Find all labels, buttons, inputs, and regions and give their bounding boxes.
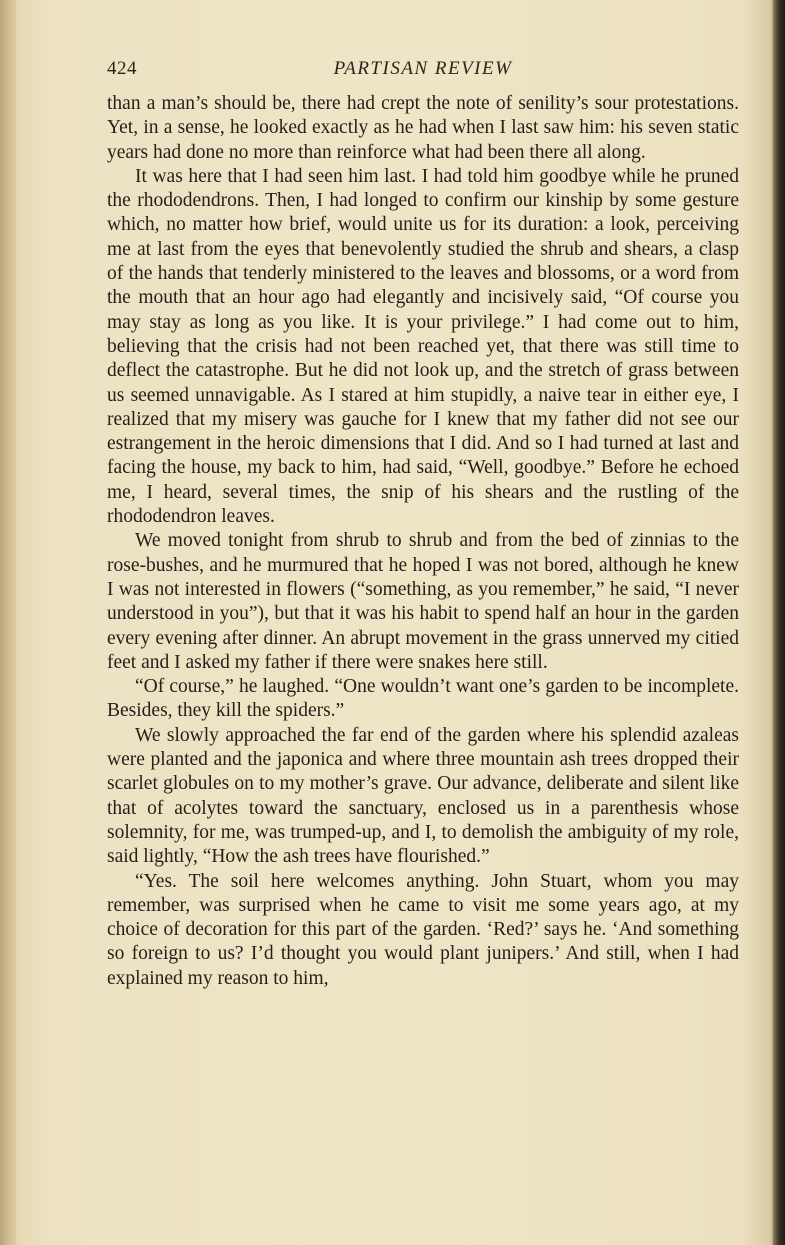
- paragraph-snakes: “Of course,” he laughed. “One wouldn’t want one’s garden to be incomplete. Besides, they kill the spiders.”: [107, 676, 739, 722]
- page-gutter: [0, 0, 16, 1245]
- paragraph-garden-walk: We moved tonight from shrub to shrub and from the bed of zinnias to the rose-bushes, and he murmured that he hoped I was not bored, although he knew I was not interested in flowers (“something, as you remember,” he said, “I never understood in you”), but that it was his habit to spend half an hour in the garden every evening after dinner. An abrupt movement in the grass unnerved my citied feet and I asked my father if there were snakes here still.: [107, 530, 739, 673]
- page-edge-shadow: [773, 0, 785, 1245]
- running-title: PARTISAN REVIEW: [333, 58, 513, 79]
- paragraph-ash-trees: We slowly approached the far end of the garden where his splendid azaleas were planted and the japonica and where three mountain ash trees dropped their scarlet globules on to my mother’s grave. Our advance, deliberate and silent like that of acolytes toward the sanctuary, enclosed us in a parenthesis whose solemnity, for me, was trumped-up, and I, to demolish the ambiguity of my role, said lightly, “How the ash trees have flourished.”: [107, 724, 739, 868]
- paragraph-continuation: than a man’s should be, there had crept the note of senility’s sour protestations. Yet, in a sense, he looked exactly as he had when I last saw him: his seven static years had done no more than reinforce what had been there all along.: [107, 93, 739, 163]
- paragraph-rhododendrons: It was here that I had seen him last. I had told him goodbye while he pruned the rhododendrons. Then, I had longed to confirm our kinship by some gesture which, no matter how brief, would unite us for its duration: a look, perceiving me at last from the eyes that benevolently studied the shrub and shears, a clasp of the hands that tenderly ministered to the leaves and blossoms, or a word from the mouth that an hour ago had elegantly and incisively said, “Of course you may stay as long as you like. It is your privilege.” I had come out to him, believing that the crisis had not been reached yet, that there was still time to deflect the catastrophe. But he did not look up, and the stretch of grass between us seemed unnavigable. As I stared at him stupidly, a naive tear in either eye, I realized that my misery was gauche for I knew that my father did not see our estrangement in the heroic dimensions that I did. And so I had turned at last and facing the house, my back to him, had said, “Well, goodbye.” Before he echoed me, I heard, several times, the snip of his shears and the rustling of the rhododendron leaves.: [107, 165, 739, 528]
- page-number: 424: [107, 58, 137, 79]
- body-text: [107, 92, 739, 991]
- page-header: [107, 58, 739, 86]
- paragraph-john-stuart: “Yes. The soil here welcomes anything. John Stuart, whom you may remember, was surprised when he came to visit me some years ago, at my choice of decoration for this part of the garden. ‘Red?’ says he. ‘And something so foreign to us? I’d thought you would plant junipers.’ And still, when I had explained my reason to him,: [107, 870, 739, 989]
